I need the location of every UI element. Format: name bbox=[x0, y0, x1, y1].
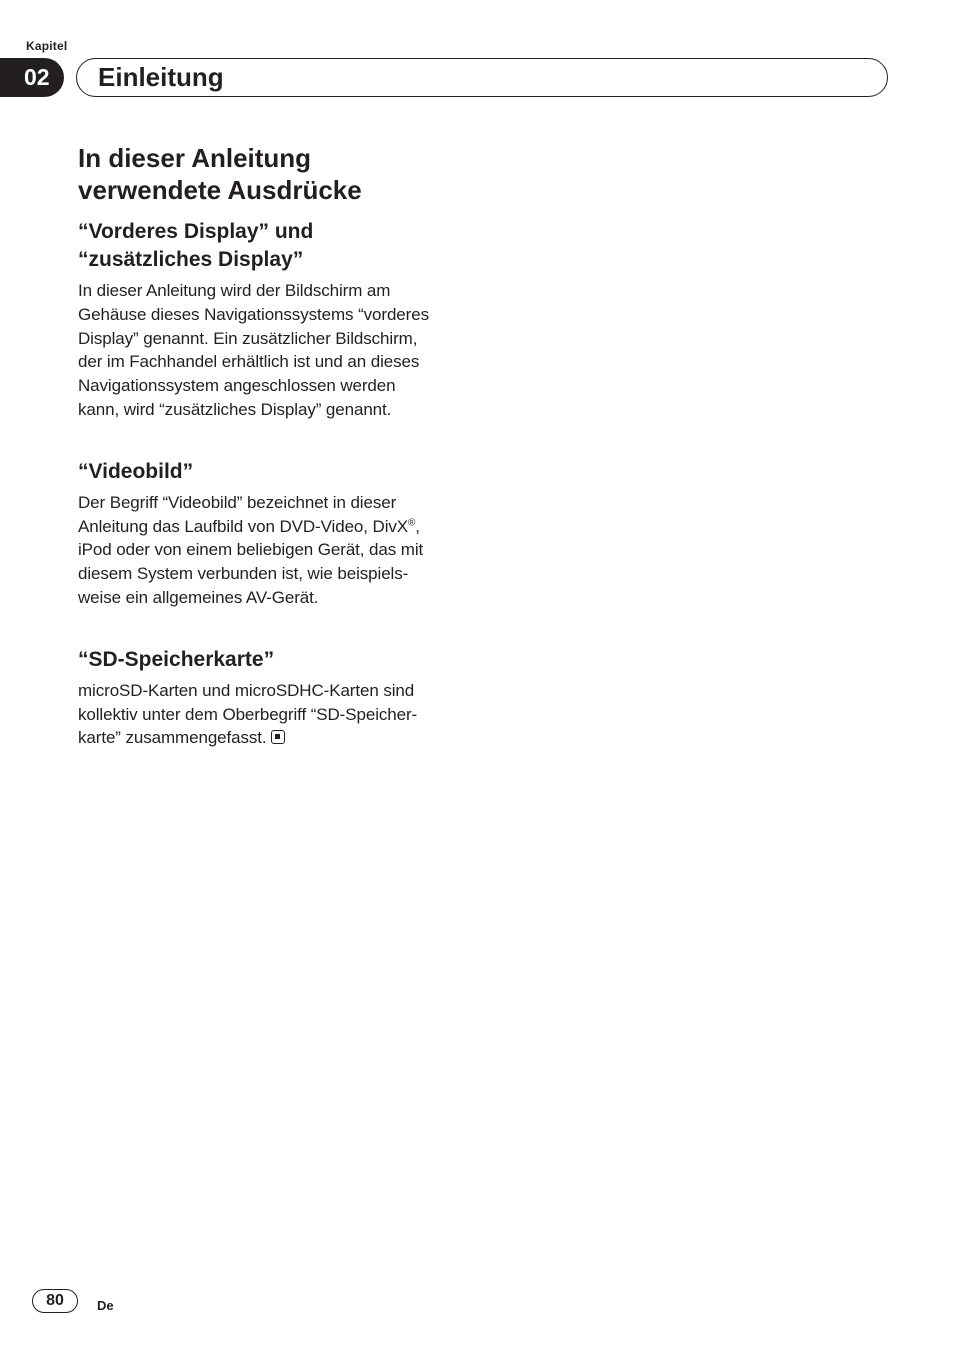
section-heading bbox=[78, 142, 473, 206]
subsection-heading-videobild: “Videobild” bbox=[78, 459, 194, 483]
text-line: der im Fachhandel erhältlich ist und an dieses bbox=[78, 352, 420, 372]
kapitel-label: Kapitel bbox=[26, 39, 68, 53]
main-content bbox=[78, 142, 473, 750]
section-heading-line: In dieser Anleitung bbox=[78, 143, 312, 173]
text-line: karte” zusammengefasst. bbox=[78, 728, 267, 748]
end-of-section-icon bbox=[271, 730, 285, 744]
text-line: kollektiv unter dem Oberbegriff “SD-Speicher- bbox=[78, 704, 418, 724]
text-line: Anleitung das Laufbild von DVD-Video, DivX bbox=[78, 516, 409, 536]
paragraph-sd-card bbox=[78, 679, 473, 750]
text-line: kann, wird “zusätzliches Display” genannt. bbox=[78, 399, 392, 419]
page-number: 80 bbox=[32, 1289, 78, 1313]
text-line: In dieser Anleitung wird der Bildschirm am bbox=[78, 281, 391, 300]
text-line: diesem System verbunden ist, wie beispiels- bbox=[78, 564, 409, 584]
language-code: De bbox=[97, 1298, 114, 1313]
text-line: microSD-Karten und microSDHC-Karten sind bbox=[78, 680, 415, 700]
paragraph-display bbox=[78, 279, 473, 422]
text-line: Navigationssystem angeschlossen werden bbox=[78, 376, 396, 396]
subsection-heading-display bbox=[78, 218, 473, 274]
text-line: Gehäuse dieses Navigationssystems “vorderes bbox=[78, 304, 429, 324]
text-line: iPod oder von einem beliebigen Gerät, das mit bbox=[78, 540, 424, 560]
section-heading-line: verwendete Ausdrücke bbox=[78, 175, 362, 205]
chapter-title: Einleitung bbox=[98, 62, 224, 92]
chapter-number-badge: 02 bbox=[0, 58, 64, 97]
text-line: weise ein allgemeines AV-Gerät. bbox=[78, 587, 319, 607]
subsection-heading-line: “Vorderes Display” und bbox=[78, 220, 314, 243]
subsection-heading-line: “zusätzliches Display” bbox=[78, 248, 304, 271]
paragraph-videobild bbox=[78, 491, 473, 610]
text-punct: , bbox=[415, 516, 420, 536]
chapter-title-bar bbox=[76, 58, 888, 97]
text-line: Display” genannt. Ein zusätzlicher Bildschirm, bbox=[78, 328, 418, 348]
subsection-heading-sd-card: “SD-Speicherkarte” bbox=[78, 647, 275, 671]
text-line: Der Begriff “Videobild” bezeichnet in dieser bbox=[78, 492, 397, 512]
registered-mark: ® bbox=[408, 516, 416, 528]
